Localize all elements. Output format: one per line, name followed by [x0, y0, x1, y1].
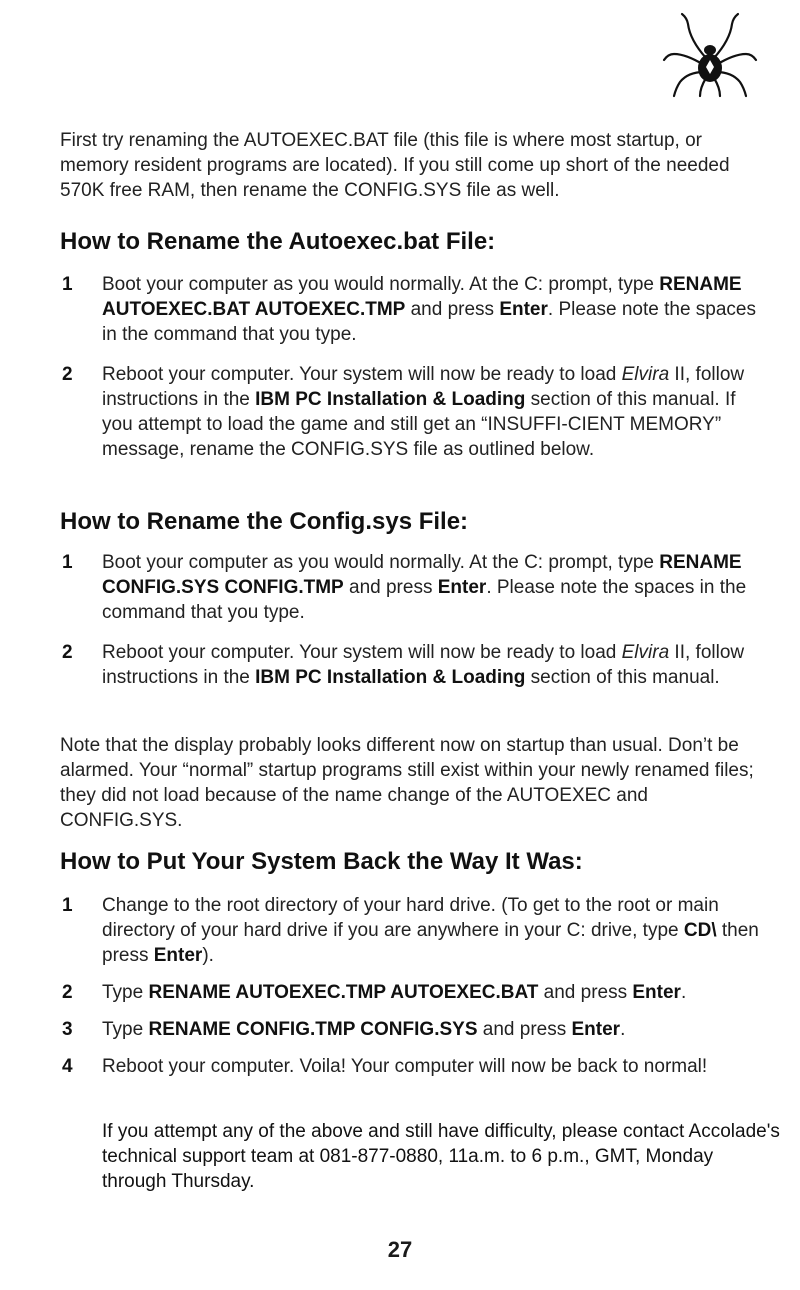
step-text: Boot your computer as you would normally. At the C: prompt, type RENAME CONFIG.SYS CONFIG.TMP and press Enter. Please note the spaces in the command that you type.	[102, 552, 747, 623]
key-text: Enter	[632, 982, 681, 1003]
step-text: Type RENAME CONFIG.TMP CONFIG.SYS and press Enter.	[102, 1019, 626, 1040]
note-paragraph: Note that the display probably looks different now on startup than usual. Don’t be alarmed. Your “normal” startup programs still exist within your newly renamed files; they did not load because of the name change of the AUTOEXEC and CONFIG.SYS.	[60, 735, 754, 831]
step-number: 3	[62, 1019, 73, 1040]
heading-rename-config: How to Rename the Config.sys File:	[60, 508, 469, 535]
step-text: Reboot your computer. Voila! Your computer will now be back to normal!	[102, 1056, 708, 1077]
step-number: 1	[62, 895, 73, 916]
step-number: 2	[62, 364, 73, 385]
heading-rename-autoexec: How to Rename the Autoexec.bat File:	[60, 228, 496, 255]
key-text: Enter	[153, 945, 203, 966]
section-reference: IBM PC Installation & Loading	[255, 389, 526, 410]
key-text: Enter	[571, 1019, 621, 1040]
command-text: RENAME AUTOEXEC.TMP AUTOEXEC.BAT	[148, 982, 539, 1003]
step-number: 2	[62, 642, 73, 663]
intro-paragraph: First try renaming the AUTOEXEC.BAT file (this file is where most startup, or memory resident programs are located). If you still come up short of the needed 570K free RAM, then rename the CONFIG.SYS file as well.	[60, 130, 730, 201]
command-text: CD\	[683, 920, 717, 941]
step-text: Reboot your computer. Your system will now be ready to load Elvira II, follow instructions in the IBM PC Installation & Loading section of this manual. If you attempt to load the game and still get an “INSUFFI-CIENT MEMORY” message, rename the CONFIG.SYS file as outlined below.	[102, 364, 745, 460]
step-text: Boot your computer as you would normally. At the C: prompt, type RENAME AUTOEXEC.BAT AUTOEXEC.TMP and press Enter. Please note the spaces in the command that you type.	[102, 274, 756, 345]
step-text: Reboot your computer. Your system will now be ready to load Elvira II, follow instructions in the IBM PC Installation & Loading section of this manual.	[102, 642, 745, 688]
heading-restore-system: How to Put Your System Back the Way It Was:	[60, 848, 583, 875]
command-text: RENAME CONFIG.TMP CONFIG.SYS	[148, 1019, 478, 1040]
step-number: 2	[62, 982, 73, 1003]
command-text: RENAME CONFIG.SYS CONFIG.TMP	[102, 552, 742, 598]
step-number: 4	[62, 1056, 73, 1077]
key-text: Enter	[437, 577, 487, 598]
contact-paragraph: If you attempt any of the above and still have difficulty, please contact Accolade's technical support team at 081-877-0880, 11a.m. to 6 p.m., GMT, Monday through Thursday.	[102, 1121, 780, 1192]
command-text: RENAME AUTOEXEC.BAT AUTOEXEC.TMP	[102, 274, 742, 320]
step-text: Type RENAME AUTOEXEC.TMP AUTOEXEC.BAT and press Enter.	[102, 982, 687, 1003]
step-text: Change to the root directory of your hard drive. (To get to the root or main directory of your hard drive if you are anywhere in your C: drive, type CD\ then press Enter).	[102, 895, 759, 966]
section-reference: IBM PC Installation & Loading	[255, 667, 526, 688]
spider-icon	[660, 10, 760, 100]
step-number: 1	[62, 274, 73, 295]
step-number: 1	[62, 552, 73, 573]
key-text: Enter	[499, 299, 548, 320]
game-title: Elvira	[621, 364, 670, 385]
game-title: Elvira	[621, 642, 670, 663]
page-number: 27	[387, 1237, 413, 1262]
